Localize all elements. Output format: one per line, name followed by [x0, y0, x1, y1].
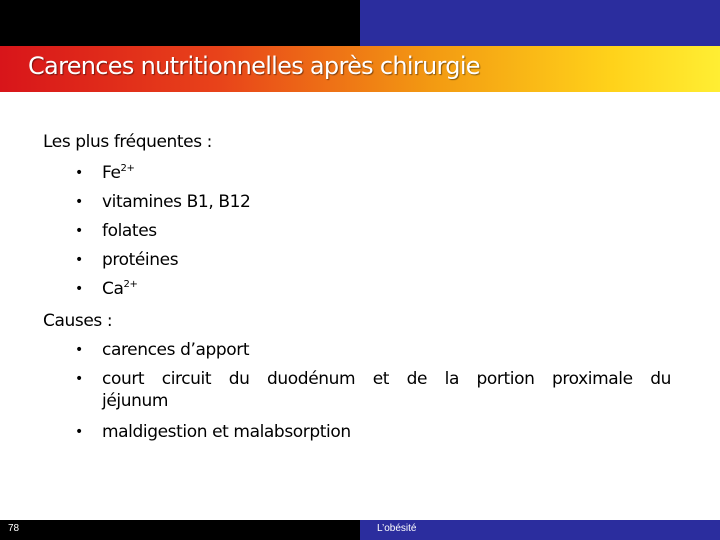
list-item-superscript: 2+ [123, 279, 138, 290]
list-item-text-continuation: jéjunum [102, 391, 168, 411]
list-item-text: folates [102, 221, 157, 241]
bullet-icon: • [75, 371, 83, 387]
list-item-text: vitamines B1, B12 [102, 192, 251, 212]
list-item-text: protéines [102, 250, 179, 270]
bullet-icon: • [75, 165, 83, 181]
header-strip-blue [360, 0, 720, 46]
bullet-icon: • [75, 342, 83, 358]
header-strip-black [0, 0, 360, 46]
bullet-icon: • [75, 194, 83, 210]
list-item-text: carences d’apport [102, 340, 250, 360]
list-item-text: Ca [102, 279, 124, 299]
list-item-text: court circuit du duodénum et de la portion proximale du [102, 369, 671, 389]
list-item-text: Fe [102, 163, 121, 183]
page-number: 78 [8, 523, 20, 534]
bullet-icon: • [75, 281, 83, 297]
list-item-superscript: 2+ [120, 163, 135, 174]
bullet-icon: • [75, 424, 83, 440]
bullet-icon: • [75, 223, 83, 239]
list-item-text: maldigestion et malabsorption [102, 422, 351, 442]
section-heading-frequent: Les plus fréquentes : [43, 132, 213, 152]
slide-title: Carences nutritionnelles après chirurgie [28, 52, 480, 80]
bullet-icon: • [75, 252, 83, 268]
footer-title: L’obésité [377, 523, 417, 534]
section-heading-causes: Causes : [43, 311, 113, 331]
